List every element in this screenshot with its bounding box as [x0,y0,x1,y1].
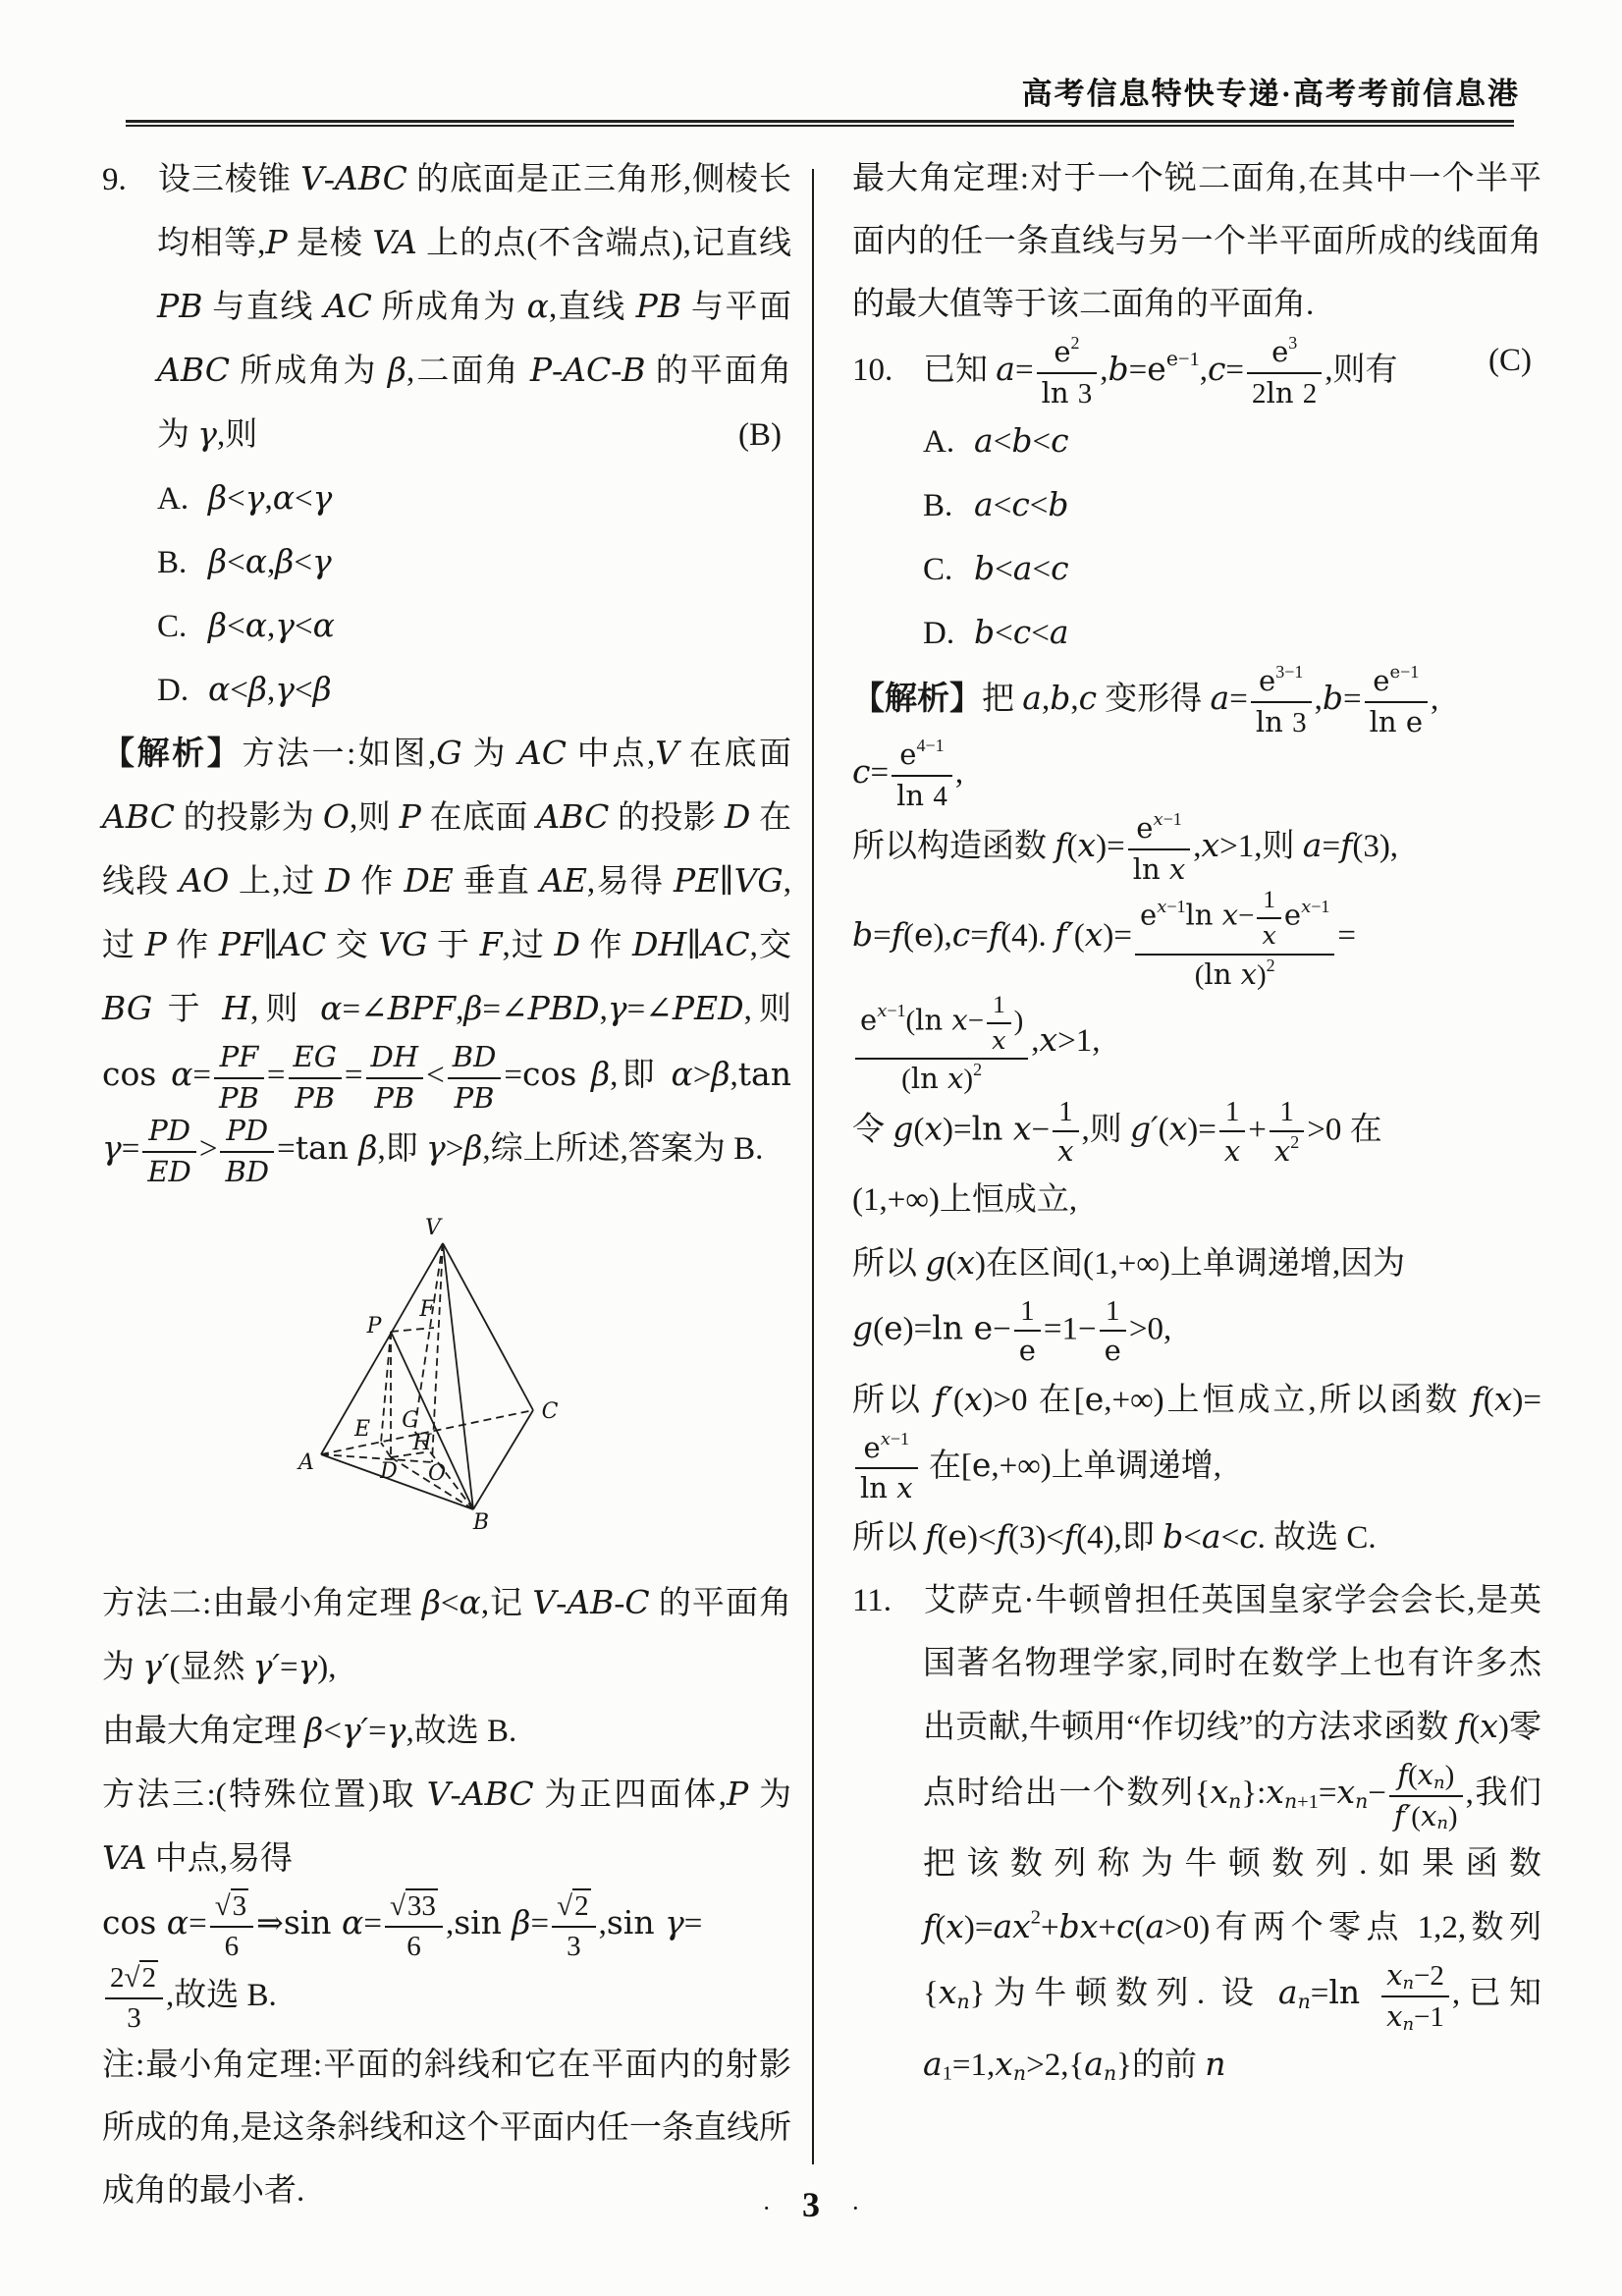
option-d-text: α<β,γ<β [208,670,332,708]
q10-analysis-line1: 【解析】把 a,b,c 变形得 a= $\frac{e^{3-1}}{\ln 3}$ ,b= $\frac{e^{e-1}}{\text{ln e}}$ , [852,662,1439,738]
method2-part2: 由最大角定理 β<γ′=γ,故选 B. [102,1711,517,1750]
option-d-label: D. [923,616,955,652]
question-11 [852,1569,1541,2097]
question-10-option-b [923,473,1541,537]
figure-label-A: A [298,1450,314,1476]
q10-analysis-line10: 所以 f′(x)>0 在[e,+∞)上恒成立,所以函数 f(x)= $\frac{e^{x-1}}{\text{ln x}}$ 在[e,+∞)上单调递增, [852,1379,1542,1505]
option-a-label: A. [923,424,955,461]
option-d-label: D. [157,673,189,708]
figure-edge-PF [391,1328,434,1332]
option-b-text: β<α,β<γ [208,542,332,580]
question-11-stem [852,1569,1542,2097]
method3-formula-line1: cos α= $\frac{√3}{6}$ ⇒sin α= $\frac{√33}{6}$ ,sin β= $\frac{√2}{3}$ ,sin γ= [102,1890,703,1962]
option-c-text: β<α,γ<α [208,606,335,644]
right-column [852,147,1541,2097]
header-double-rule [126,120,1514,127]
figure-edge-BC [473,1410,533,1509]
figure-edge-VB [443,1243,473,1509]
q10-analysis-line2: c= $\frac{e^{4-1}}{\ln 4}$ , [852,736,964,812]
column-divider [812,169,814,2164]
option-d-text: b<c<a [974,613,1069,652]
question-10-option-a [923,410,1541,473]
figure-label-F: F [419,1297,435,1323]
note-min-angle-theorem: 注:最小角定理:平面的斜线和它在平面内的射影所成的角,是这条斜线和这个平面内任一条直线所成角的最小者. [102,2048,791,2210]
figure-label-H: H [412,1431,432,1456]
method2-part1: 方法二:由最小角定理 β<α,记 V-AB-C 的平面角为 γ′(显然 γ′=γ), [102,1583,792,1686]
option-a-text: β<γ,α<γ [208,478,333,517]
question-10-answer: (C) [1488,343,1532,379]
method3-text: 方法三:(特殊位置)取 V-ABC 为正四面体,P 为 VA 中点,易得 [102,1775,792,1878]
question-9-option-a [157,466,791,530]
figure-container [102,1202,791,1561]
q10-analysis-line11: 所以 f(e)<f(3)<f(4),即 b<a<c. 故选 C. [852,1517,1377,1556]
figure-label-E: E [353,1417,371,1443]
pyramid-figure [250,1202,643,1540]
question-9-text: 设三棱锥 V-ABC 的底面是正三角形,侧棱长均相等,P 是棱 VA 上的点(不含端点),记直线 PB 与直线 AC 所成角为 α,直线 PB 与平面 ABC 所成角为 β,二面角 P-AC-B 的平面角为 γ,则 [157,159,792,453]
q10-analysis-line3: 所以构造函数 f(x)= $\frac{e^{x-1}}{\text{ln x}}$ ,x>1,则 a=f(3), [852,809,1399,886]
question-9-analysis-method1: 【解析】方法一:如图,G 为 AC 中点,V 在底面 ABC 的投影为 O,则 P 在底面 ABC 的投影 D 在线段 AO 上,过 D 作 DE 垂直 AE,易得 PE∥VG,过 P 作 PF∥AC 交 VG 于 F,过 D 作 DH∥AC,交 BG 于 H,则 α=∠BPF,β=∠PBD,γ=∠PED,则 cos α= $\frac{PF}{PB}$ = $\frac{EG}{PB}$ = $\frac{DH}{PB}$ < $\frac{BD}{PB}$ =cos β,即 α>β,tan γ= $\frac{PD}{ED}$ > $\frac{PD}{BD}$ =tan β,即 γ>β,综上所述,答案为 B. [102,734,792,1188]
option-b-label: B. [923,488,953,524]
option-b-label: B. [157,545,188,580]
figure-label-G: G [402,1408,419,1434]
q10-analysis-line5: $e^{x-1}(\ln$ x− $\frac{1}{x}$ ) (ln x)$^2$ ,x>1, [852,991,1541,1096]
q10-analysis-line8: 所以 g(x)在区间(1,+∞)上单调递增,因为 [852,1242,1406,1282]
figure-label-B: B [472,1510,490,1536]
question-9-option-b [157,530,791,594]
page-footer [0,2184,1622,2225]
option-b-text: a<c<b [974,485,1069,524]
figure-label-P: P [366,1314,382,1339]
question-11-text: 艾萨克·牛顿曾担任英国皇家学会会长,是英国著名物理学家,同时在数学上也有许多杰出贡献,牛顿用“作切线”的方法求函数 f(x)零点时给出一个数列{xn}:xn+1=xn− $\frac{f(xn)}{f'(xn)}$ ,我们把该数列称为牛顿数列.如果函数 $f(x)=ax^2+bx+c(a>0)$有两个零点 1,2,数列{xn}为牛顿数列. 设 an=ln $\frac{xn-2}{xn-1}$ ,已知 a1=1,xn>2,{an}的前 n [923,1583,1542,2085]
question-9 [102,147,791,722]
question-10-number: 10. [852,353,893,389]
footer-dot-right: · [851,2194,860,2222]
max-angle-theorem-text: 最大角定理:对于一个锐二面角,在其中一个半平面内的任一条直线与另一个半平面所成的线面角的最大值等于该二面角的平面角. [852,161,1541,322]
q10-analysis-line4: b=f(e),c=f(4). f′(x)= $e^{x-1}\ln$ x− $\frac{1}{x}$ $e^{x-1}$ (ln x)$^2$ = [852,885,1357,991]
figure-label-D: D [380,1459,398,1485]
option-a-label: A. [157,481,189,517]
question-9-number: 9. [102,162,127,197]
q10-analysis-line9: g(e)=ln e− $\frac{1}{e}$ =1− $\frac{1}{e}$ >0, [852,1294,1172,1368]
question-9-stem [102,147,792,466]
left-column [102,147,791,2222]
question-10-option-d [923,601,1541,665]
figure-edge-VC [443,1243,533,1410]
question-10 [852,333,1541,665]
option-c-label: C. [923,552,953,588]
figure-label-C: C [541,1399,559,1425]
option-c-label: C. [157,609,188,644]
figure-label-O: O [427,1461,447,1487]
question-10-option-c [923,537,1541,601]
q10-analysis-line7: (1,+∞)上恒成立, [852,1181,1078,1218]
option-c-text: b<a<c [974,549,1069,588]
page-number: 3 [802,2185,820,2224]
question-9-option-c [157,594,791,658]
footer-dot-left: · [762,2194,771,2222]
page-header-title: 高考信息特快专递·高考考前信息港 [1021,77,1520,111]
question-11-number: 11. [852,1583,892,1618]
question-10-text: 已知 a= $\frac{e^2}{\ln 3}$ $,b=e^{e-1},c=$ $\frac{e^3}{2\ln 2}$ ,则有 [923,333,1398,410]
question-9-option-d [157,658,791,722]
option-a-text: a<b<c [974,421,1069,461]
figure-edge-DE [381,1443,391,1457]
method3-formula-line2: $\frac{2√2}{3}$ ,故选 B. [102,1962,791,2034]
q10-analysis-line6: 令 g(x)=ln x− $\frac{1}{x}$ ,则 g′(x)= $\frac{1}{x}$ + $\frac{1}{x^2}$ >0 在 [852,1095,1382,1169]
figure-label-V: V [425,1216,441,1241]
question-9-answer: (B) [738,417,782,453]
question-10-stem [852,333,1541,410]
